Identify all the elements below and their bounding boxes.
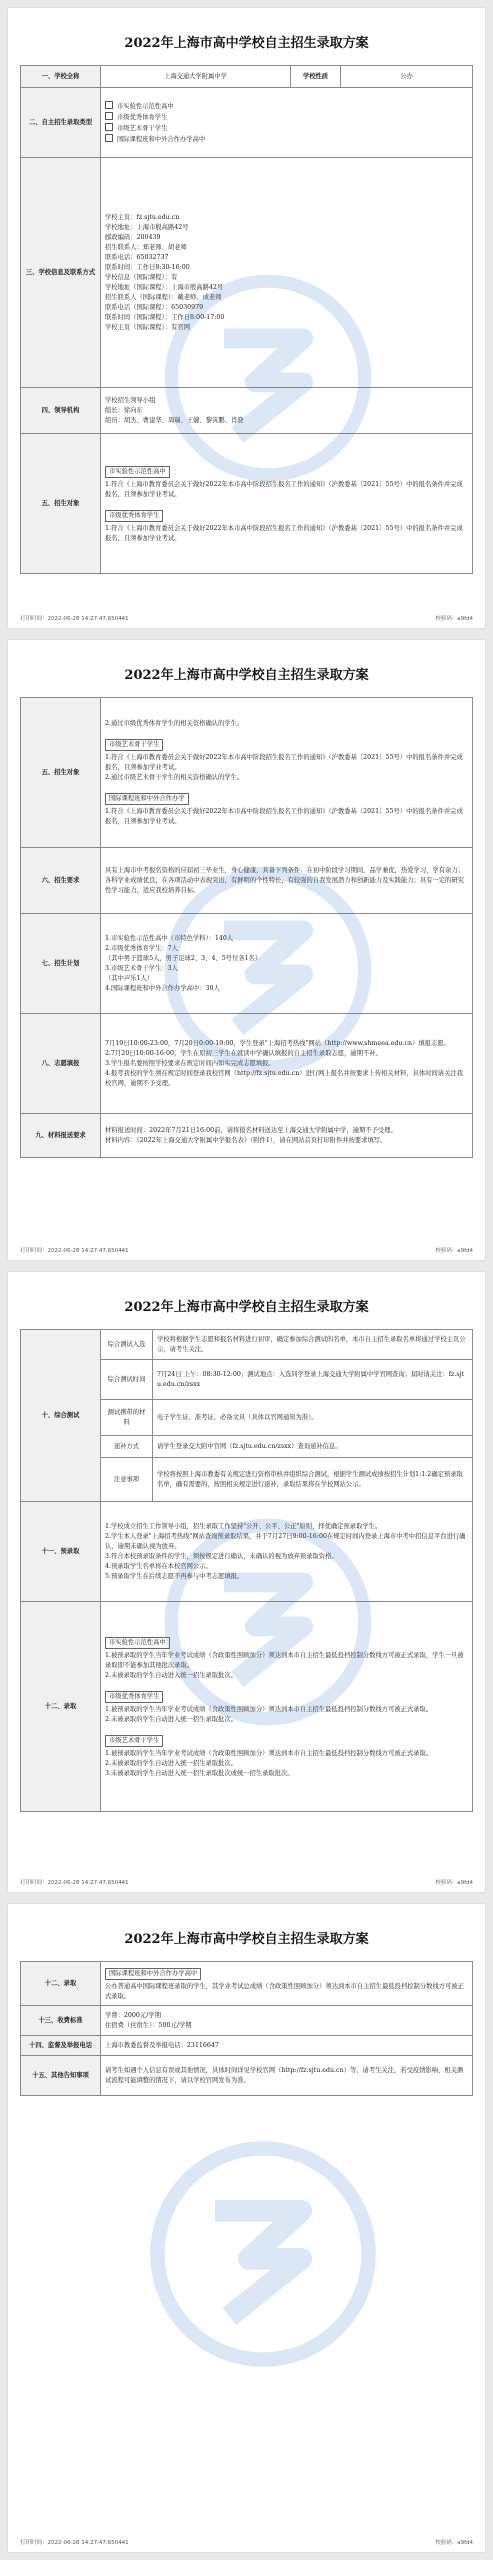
leadership-line: 组长：徐向东: [105, 406, 143, 414]
fee-line: 住宿费（住宿生）：500元/学期: [105, 2021, 192, 2029]
school-name-label: 一、学校全称: [21, 66, 101, 88]
leadership-line: 学校招生领导小组: [105, 396, 156, 404]
school-nature-value: 公办: [341, 66, 473, 88]
pre-admit-line: 4.预录取学生名单将在本校官网公示。: [105, 1562, 212, 1570]
contact-line: 学校主页：fz.sjtu.edu.cn: [105, 213, 180, 221]
page-title: 2022年上海市高中学校自主招生录取方案: [124, 1300, 369, 1315]
contact-line: 联系电话：65032737: [105, 253, 169, 261]
target-text: 1.符合《上海市教育委员会关于做好2022年本市高中阶段招生报名工作的通知》（沪教委基〔2021〕55号）中的报名条件并完成报名，且须参加学业考试。: [105, 524, 463, 542]
contact-label: 三、学校信息及联系方式: [21, 158, 101, 388]
requirements-label: 六、招生要求: [21, 848, 101, 914]
target-text: 2.通过市级优秀体育学生的相关资格确认的学生。: [105, 719, 244, 727]
target-text: 1.符合《上海市教育委员会关于做好2022年本市高中阶段招生报名工作的通知》（沪教委基〔2021〕55号）中的报名条件并完成报名，且须参加学业考试。: [105, 480, 463, 498]
checkbox-icon: [105, 101, 113, 109]
admit-line: 2.未被录取的学生自动进入统一招生录取批次。: [105, 1759, 237, 1767]
school-name-value: 上海交通大学附属中学: [101, 66, 291, 88]
check-code: 校验码：a9fd4: [435, 2540, 473, 2546]
print-time: 打印时间：2022-06-28 14:27:47.650441: [20, 2540, 129, 2546]
apply-line: 3.学生报名要按照学校要求在规定时间内如实完成志愿填报。: [105, 1059, 275, 1067]
contact-line: 学校地址（国际课程）：上海市殷高路42号: [105, 283, 224, 291]
pre-admit-label: 十一、预录取: [21, 1502, 101, 1602]
contact-line: 学校信息（国际课程）：有: [105, 273, 178, 281]
print-time: 打印时间：2022-06-28 14:27:47.650441: [20, 1248, 129, 1254]
document-page-4: [8, 1904, 485, 2552]
enroll-option: 市级优秀体育学生: [105, 112, 468, 123]
pre-admit-content: [101, 1502, 473, 1602]
target-text: 1.符合《上海市教育委员会关于做好2022年本市高中阶段招生报名工作的通知》（沪教委基〔2021〕55号）中的报名条件并完成报名，且须参加学业考试。: [105, 807, 463, 825]
test-row-text: 学校将按照上海市教委有关规定进行资格审核并组织综合测试，根据学生测试成绩按招生计划1:1.2确定预录取名单，确有需要的，按照相关规定进行递补，录取结果将在学校网站公示。: [153, 1458, 473, 1502]
other-label: 十五、其他告知事项: [21, 2056, 101, 2096]
apply-line: 4.报考我校的学生须在规定时间登录我校官网（http://fz.sjtu.edu.cn）进行网上报名并按要求上传相关材料，具体时间请关注我校官网，逾期不予受理。: [105, 1069, 463, 1087]
checkbox-icon: [105, 112, 113, 120]
enroll-type-options: [101, 88, 473, 158]
test-row-name: 综合测试入选: [101, 1330, 153, 1360]
test-row-text: 学校将根据学生志愿和报名材料进行初审，确定参加综合测试的名单，本市自主招生录取名单将通过学校主页公示，请考生关注。: [153, 1330, 473, 1360]
fees-content: [101, 2006, 473, 2036]
category-tag: 市实验性示范性高中: [105, 466, 170, 478]
page-footer: [20, 1878, 473, 1886]
admit-line: 1.被预录取的学生当年学业考试成绩（含政策性照顾加分）须达到本市自主招生最低投档控制分数线方可被正式录取。: [105, 1749, 433, 1757]
materials-content: [101, 1114, 473, 1158]
contact-line: 联系时间（国际课程）：工作日8:00-17:00: [105, 313, 225, 321]
contact-line: 招生联系人（国际课程）：戴老师、成老师: [105, 293, 222, 301]
category-tag: 国际课程班和中外合作办学: [105, 793, 189, 805]
school-nature-label: 学校性质: [291, 66, 341, 88]
targets-content: [101, 434, 473, 574]
admission-table-page-2: [20, 697, 473, 1158]
category-tag: 市级优秀体育学生: [105, 510, 163, 522]
admit-line: 2.未被录取的学生自动进入统一招生录取批次。: [105, 1715, 237, 1723]
other-content: 请考生如遇个人信息有误或其他情况，具体时间详见学校官网（http://fz.sjtu.edu.cn）等，请考生关注，若受疫情影响，相关测试流程可能调整的情况下，请以学校官网发布为准。: [101, 2056, 473, 2096]
category-tag: 国际课程班和中外合作办学高中: [105, 1968, 201, 1980]
test-row-name: 综合测试时间: [101, 1360, 153, 1400]
enroll-option: 市级艺术骨干学生: [105, 123, 468, 134]
pre-admit-line: 2.学生本人登录"上海招考热线"网站查询预录取结果，并于7月27日9:00-16:00在规定时间内登录上海市中考中招信息平台进行确认，逾期未确认视为放弃。: [105, 1532, 466, 1550]
plan-line: （其中男子篮球5人，男子足球2、3、4、5号位各1名）: [105, 954, 262, 962]
test-row-text: 电子学生证、准考证、必备文具（具体以官网通知为准）。: [153, 1400, 473, 1436]
pre-admit-line: 5.预录取学生在后续志愿不再参与中考志愿填报。: [105, 1572, 244, 1580]
document-page-3: [8, 1272, 485, 1892]
leadership-label: 四、领导机构: [21, 388, 101, 434]
test-label: 十、综合测试: [21, 1330, 101, 1502]
admit-label: 十二、录取: [21, 1602, 101, 1812]
plan-line: 4.国际课程班和中外合作办学高中：30人: [105, 984, 220, 992]
leadership-line: 组员：胡杰、曹建华、周瑞、王婕、黎寅鹏、肖骁: [105, 416, 244, 424]
enroll-option: 市实验性示范性高中: [105, 101, 468, 112]
check-code: 校验码：a9fd4: [435, 1248, 473, 1254]
pre-admit-line: 1.学校成立招生工作领导小组，招生录取工作坚持"公开、公平、公正"原则，择优确定预录取学生。: [105, 1522, 382, 1530]
admission-table-page-4: [20, 1961, 473, 2096]
leadership-content: [101, 388, 473, 434]
plan-line: 3.市级艺术骨干学生：3人: [105, 964, 178, 972]
test-row-name: 递补方式: [101, 1436, 153, 1458]
contact-content: [101, 158, 473, 388]
contact-line: 招生联系人：郑老师、胡老师: [105, 243, 187, 251]
page-title: 2022年上海市高中学校自主招生录取方案: [124, 668, 369, 683]
print-time: 打印时间：2022-06-28 14:27:47.650441: [20, 616, 129, 622]
apply-line: 7月19日10:00-23:00，7月20日0:00-19:00，学生登录"上海招考热线"网站（http://www.shmeea.edu.cn）填报志愿。: [105, 1039, 450, 1047]
admit-line: 1.被预录取的学生当年学业考试成绩（含政策性照顾加分）须达到本市自主招生最低投档控制分数线方可被正式录取。: [105, 1705, 433, 1713]
contact-line: 联系电话（国际课程）：65030979: [105, 303, 204, 311]
admission-table-page-1: [20, 65, 473, 574]
plan-line: （其中声乐1人）: [105, 974, 154, 982]
category-tag: 市级优秀体育学生: [105, 1691, 163, 1703]
checkbox-icon: [105, 134, 113, 142]
targets-label: 五、招生对象: [21, 698, 101, 848]
document-page-2: [8, 640, 485, 1260]
page-footer: [20, 1246, 473, 1254]
test-row-text: 7月24日 上午：08:30-12:00；测试地点：入选同学登录上海交通大学附属中学官网查询；届时请关注：fz.sjtu.edu.cn/zsxx: [153, 1360, 473, 1400]
fees-label: 十三、收费标准: [21, 2006, 101, 2036]
test-row-name: 注意事项: [101, 1458, 153, 1502]
test-row-name: 测试携带的材料: [101, 1400, 153, 1436]
page-footer: [20, 614, 473, 622]
admit-line: 1.被预录取的学生当年学业考试成绩（含政策性照顾加分）须达到本市自主招生最低投档控制分数线方可被正式录取，学生一旦被录取即不能参加其他批次录取。: [105, 1651, 464, 1669]
materials-line: 材料报送时间：2022年7月21日16:00前，请将报名材料送达至上海交通大学附属中学，逾期不予受理。: [105, 1126, 397, 1134]
contact-line: 学校地址：上海市殷高路42号: [105, 223, 189, 231]
fee-line: 学费：2000元/学期: [105, 2011, 161, 2019]
apply-label: 八、志愿填报: [21, 1014, 101, 1114]
apply-content: [101, 1014, 473, 1114]
document-page-1: [8, 8, 485, 628]
check-code: 校验码：a9fd4: [435, 616, 473, 622]
category-tag: 市级艺术骨干学生: [105, 1735, 163, 1747]
materials-label: 九、材料报送要求: [21, 1114, 101, 1158]
target-text: 1.符合《上海市教育委员会关于做好2022年本市高中阶段招生报名工作的通知》（沪教委基〔2021〕55号）中的报名条件并完成报名，且须参加学业考试。: [105, 753, 463, 771]
print-time: 打印时间：2022-06-28 14:27:47.650441: [20, 1880, 129, 1886]
category-tag: 市级艺术骨干学生: [105, 739, 163, 751]
page-footer: [20, 2538, 473, 2546]
supervise-content: 上海市教委监督及举报电话：23116647: [101, 2036, 473, 2056]
contact-line: 学校主页（国际课程）：有官网: [105, 323, 191, 331]
admit-label: 十二、录取: [21, 1962, 101, 2006]
pre-admit-line: 3.符合本校预录取条件的学生，须按规定进行确认，未确认的视为放弃预录取资格。: [105, 1552, 338, 1560]
supervise-label: 十四、监督及举报电话: [21, 2036, 101, 2056]
plan-content: [101, 914, 473, 1014]
target-text: 2.通过市级艺术骨干学生的相关资格确认的学生。: [105, 773, 244, 781]
targets-label: 五、招生对象: [21, 434, 101, 574]
enroll-type-label: 二、自主招生录取类型: [21, 88, 101, 158]
page-title: 2022年上海市高中学校自主招生录取方案: [124, 1932, 369, 1947]
checkbox-icon: [105, 123, 113, 131]
targets-content: [101, 698, 473, 848]
admit-content: [101, 1602, 473, 1812]
admit-line: 公办普通高中国际课程班录取的学生，其学业考试总成绩（含政策性照顾加分）须达到本市自主招生最低投档控制分数线方可被正式录取。: [105, 1982, 464, 2000]
admit-line: 3.未被录取的学生自动进入统一招生录取批次或统一招生录取批次。: [105, 1769, 294, 1777]
page-title: 2022年上海市高中学校自主招生录取方案: [124, 36, 369, 51]
contact-line: 联系时间：工作日8:30-16:00: [105, 263, 190, 271]
apply-line: 2.7月20日10:00-16:00，学生在原初三学生在就读中学确认填报的自主招生录取志愿，逾期不补。: [105, 1049, 382, 1057]
admission-table-page-3: [20, 1329, 473, 1812]
requirements-content: 具有上海市中考报名资格的应届初三毕业生，身心健康，具备下列条件：在初中阶段学习期间，品学兼优，热爱学习，学有余力；各科学业成绩优良，在各项活动中表现突出，有鲜明的个性特长，有较强的自我发展潜力和创新能力及实践能力；具有一定的研究性学习能力，适应我校培养目标。: [101, 848, 473, 914]
materials-line: 材料内容：《2022年上海交通大学附属中学报名表》（附件1），请在网站首页打印附件并按要求填写。: [105, 1136, 387, 1144]
contact-line: 邮政编码：200439: [105, 233, 161, 241]
admit-content: [101, 1962, 473, 2006]
admit-line: 2.未被录取的学生自动进入统一招生录取批次。: [105, 1671, 237, 1679]
enroll-option: 国际课程班和中外合作办学高中: [105, 134, 468, 145]
shanghai-education-logo-icon: [143, 2134, 383, 2374]
plan-line: 1.市实验性示范性高中（市特色学科）：140人: [105, 934, 234, 942]
test-row-text: 请学生登录交大附中官网（fz.sjtu.edu.cn/zsxx）查询递补信息。: [153, 1436, 473, 1458]
plan-label: 七、招生计划: [21, 914, 101, 1014]
category-tag: 市实验性示范性高中: [105, 1637, 170, 1649]
check-code: 校验码：a9fd4: [435, 1880, 473, 1886]
plan-line: 2.市级优秀体育学生：7人: [105, 944, 178, 952]
